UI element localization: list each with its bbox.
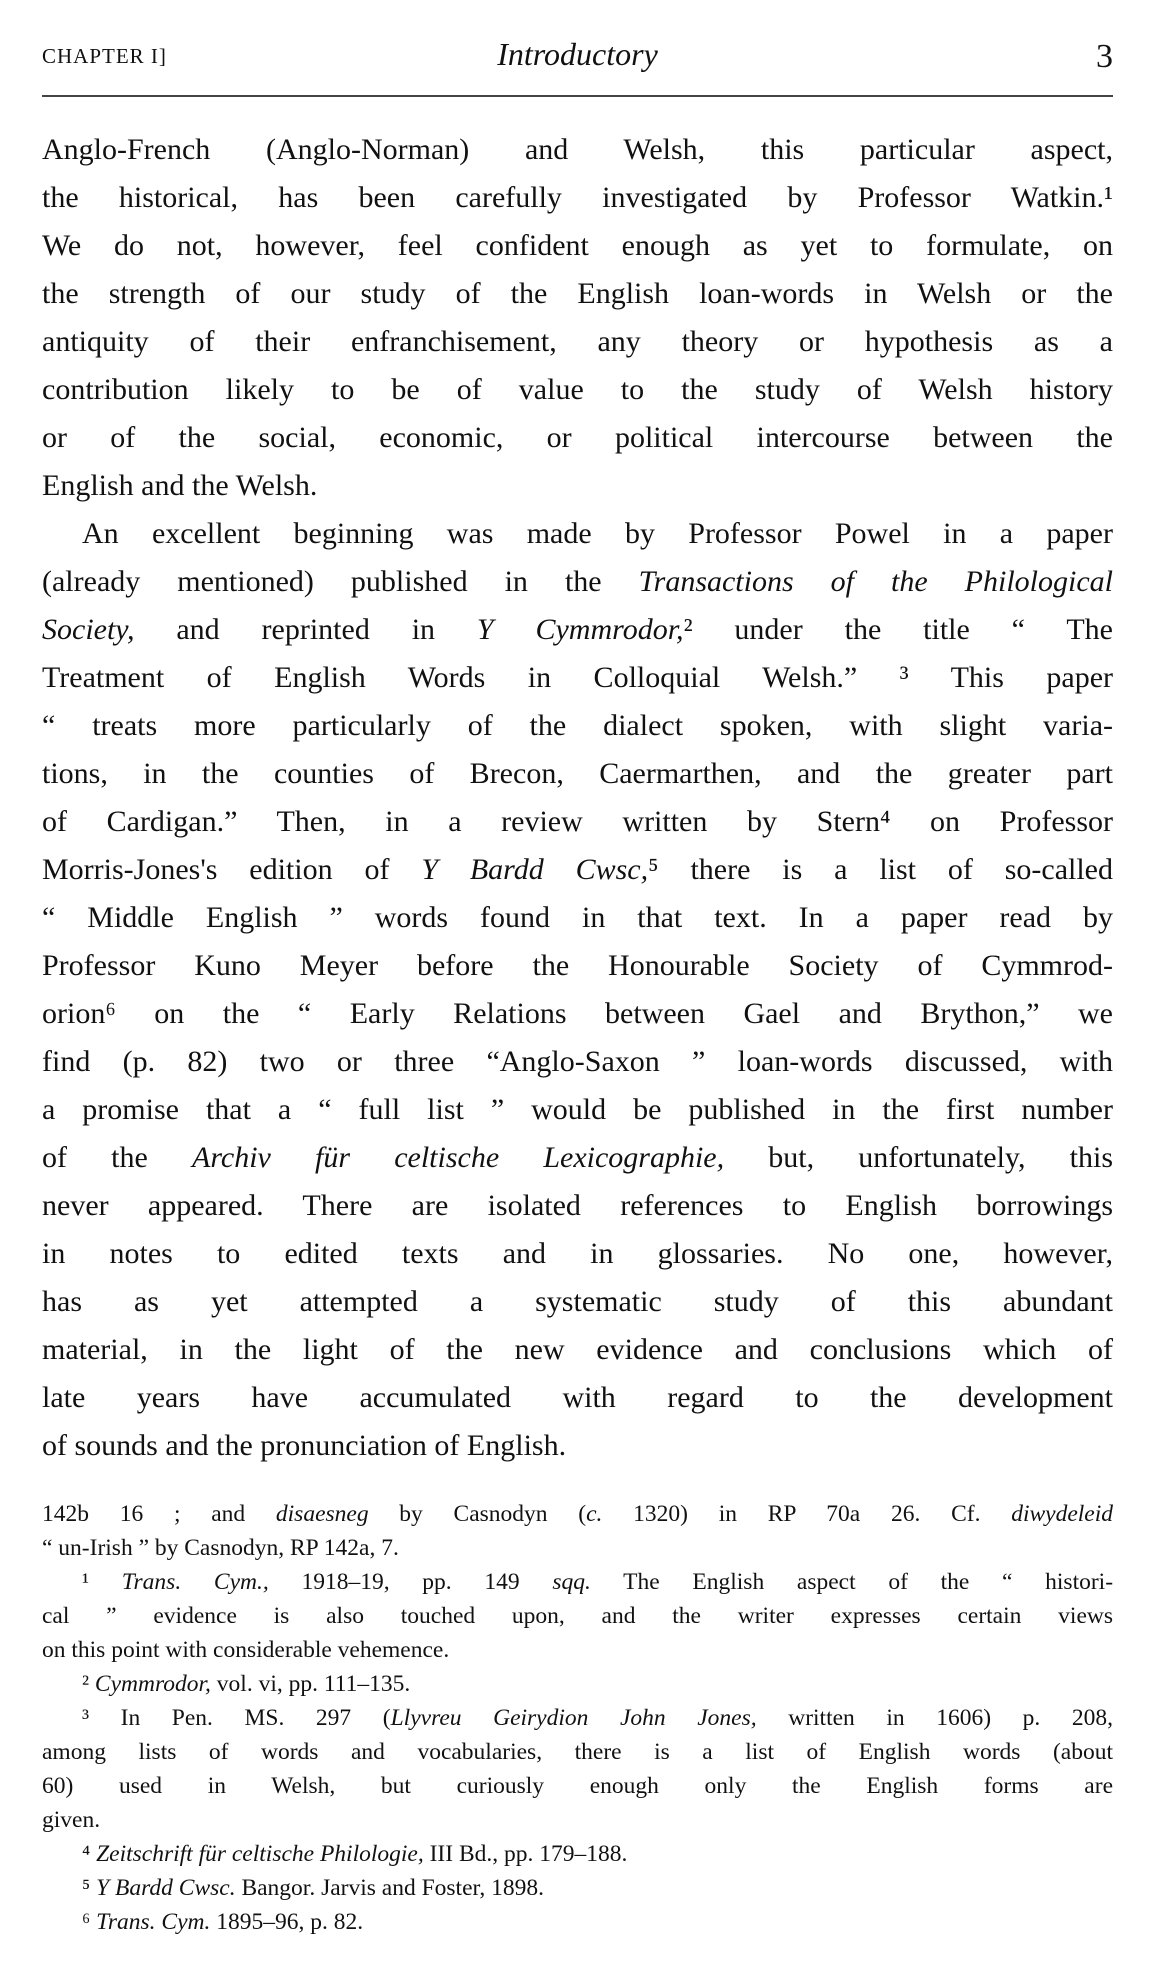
running-header [42,36,1113,80]
text-segment: “ un-Irish ” by Casnodyn, RP 142a, 7. [42,1535,399,1561]
text-segment: the historical, has been carefully investigated by Professor Watkin.¹ [42,181,1113,214]
text-segment: 1320) in RP 70a 26. Cf. [602,1501,1012,1527]
text-segment: Morris-Jones's edition of [42,853,422,886]
body-line [42,1374,1113,1422]
body-line [42,174,1113,222]
text-segment: ³ In Pen. MS. 297 ( [82,1705,391,1731]
body-line [42,702,1113,750]
text-segment: 142b 16 ; and [42,1501,276,1527]
footnote-line [42,1803,1113,1837]
italic-text: Llyvreu Geirydion John Jones, [390,1705,757,1731]
body-line [42,1422,1113,1470]
body-line [42,126,1113,174]
running-title: Introductory [497,36,658,72]
text-segment: ² [82,1671,95,1697]
text-segment: Anglo-French (Anglo-Norman) and Welsh, this particular aspect, [42,133,1113,166]
text-segment: 1918–19, pp. 149 [268,1569,553,1595]
italic-text: diwydeleid [1011,1501,1113,1527]
text-segment: ⁵ there is a list of so-called [648,853,1113,886]
text-segment: tions, in the counties of Brecon, Caermarthen, and the greater part [42,757,1113,790]
italic-text: Y Bardd Cwsc. [96,1875,236,1901]
text-segment: 1895–96, p. 82. [210,1909,364,1935]
text-segment: find (p. 82) two or three “Anglo-Saxon ” loan-words discussed, with [42,1045,1113,1078]
body-line [42,414,1113,462]
text-segment: of sounds and the pronunciation of English. [42,1429,567,1462]
text-segment: The English aspect of the “ histori- [590,1569,1113,1595]
text-segment: but, unfortunately, this [724,1141,1113,1174]
text-segment: written in 1606) p. 208, [756,1705,1113,1731]
italic-text: Society, [42,613,135,646]
text-segment: has as yet attempted a systematic study of this abundant [42,1285,1113,1318]
body-line [42,558,1113,606]
text-segment: ² under the title “ The [683,613,1113,646]
text-segment: never appeared. There are isolated references to English borrowings [42,1189,1113,1222]
footnote-line [42,1599,1113,1633]
body-line [42,894,1113,942]
text-segment: Bangor. Jarvis and Foster, 1898. [235,1875,545,1901]
body-line [42,942,1113,990]
body-line [42,462,1113,510]
text-segment: late years have accumulated with regard to the development [42,1381,1113,1414]
text-segment: of Cardigan.” Then, in a review written by Stern⁴ on Professor [42,805,1113,838]
header-rule [42,95,1113,97]
text-segment: III Bd., pp. 179–188. [423,1841,628,1867]
footnote-line [42,1667,1113,1701]
text-segment: given. [42,1807,101,1833]
italic-text: Cymmrodor, [94,1671,211,1697]
body-line [42,1086,1113,1134]
body-line [42,798,1113,846]
footnote-line [42,1905,1113,1939]
text-segment: by Casnodyn ( [368,1501,587,1527]
body-line [42,1038,1113,1086]
text-segment: antiquity of their enfranchisement, any theory or hypothesis as a [42,325,1113,358]
text-segment: among lists of words and vocabularies, there is a list of English words (about [42,1739,1113,1765]
body-text [42,126,1113,1470]
footnote-line [42,1633,1113,1667]
text-segment: on this point with considerable vehemence. [42,1637,450,1663]
italic-text: Archiv für celtische Lexicographie, [192,1141,725,1174]
body-line [42,750,1113,798]
body-line [42,510,1113,558]
text-segment: contribution likely to be of value to the study of Welsh history [42,373,1113,406]
page-number: 3 [1096,38,1113,75]
body-line [42,1134,1113,1182]
text-segment: a promise that a “ full list ” would be published in the first number [42,1093,1113,1126]
footnote-line [42,1701,1113,1735]
chapter-label: CHAPTER I] [42,44,167,68]
footnote-line [42,1735,1113,1769]
text-segment: Professor Kuno Meyer before the Honourable Society of Cymmrod- [42,949,1113,982]
italic-text: disaesneg [275,1501,369,1527]
footnote-line [42,1769,1113,1803]
text-segment: and reprinted in [134,613,477,646]
footnote-line [42,1565,1113,1599]
body-line [42,606,1113,654]
body-line [42,222,1113,270]
body-line [42,1182,1113,1230]
italic-text: Trans. Cym., [121,1569,269,1595]
italic-text: sqq. [552,1569,591,1595]
text-segment: of the [42,1141,192,1174]
text-segment: cal ” evidence is also touched upon, and the writer expresses certain views [42,1603,1113,1629]
text-segment: the strength of our study of the English loan-words in Welsh or the [42,277,1113,310]
footnotes [42,1497,1113,1939]
text-segment: English and the Welsh. [42,469,318,502]
text-segment: ⁴ [82,1841,97,1867]
body-line [42,846,1113,894]
text-segment: “ treats more particularly of the dialect spoken, with slight varia- [42,709,1113,742]
footnote-line [42,1837,1113,1871]
text-segment: We do not, however, feel confident enough as yet to formulate, on [42,229,1113,262]
text-segment: “ Middle English ” words found in that text. In a paper read by [42,901,1113,934]
footnote-line [42,1871,1113,1905]
text-segment: ⁶ [82,1909,97,1935]
text-segment: ⁵ [82,1875,97,1901]
italic-text: c. [586,1501,603,1527]
italic-text: Y Cymmrodor, [476,613,684,646]
footnote-line [42,1531,1113,1565]
text-segment: in notes to edited texts and in glossaries. No one, however, [42,1237,1113,1270]
body-line [42,318,1113,366]
italic-text: Y Bardd Cwsc, [421,853,649,886]
italic-text: Zeitschrift für celtische Philologie, [96,1841,424,1867]
text-segment: An excellent beginning was made by Professor Powel in a paper [82,517,1113,550]
body-line [42,1278,1113,1326]
text-segment: (already mentioned) published in the [42,565,639,598]
body-line [42,270,1113,318]
body-line [42,1230,1113,1278]
footnote-line [42,1497,1113,1531]
text-segment: Treatment of English Words in Colloquial Welsh.” ³ This paper [42,661,1113,694]
text-segment: ¹ [82,1569,122,1595]
body-line [42,1326,1113,1374]
text-segment: material, in the light of the new evidence and conclusions which of [42,1333,1113,1366]
body-line [42,366,1113,414]
text-segment: 60) used in Welsh, but curiously enough only the English forms are [42,1773,1113,1799]
italic-text: Trans. Cym. [96,1909,211,1935]
body-line [42,990,1113,1038]
text-segment: vol. vi, pp. 111–135. [210,1671,411,1697]
body-line [42,654,1113,702]
text-segment: orion⁶ on the “ Early Relations between Gael and Brython,” we [42,997,1113,1030]
text-segment: or of the social, economic, or political intercourse between the [42,421,1113,454]
italic-text: Transactions of the Philological [638,565,1113,598]
